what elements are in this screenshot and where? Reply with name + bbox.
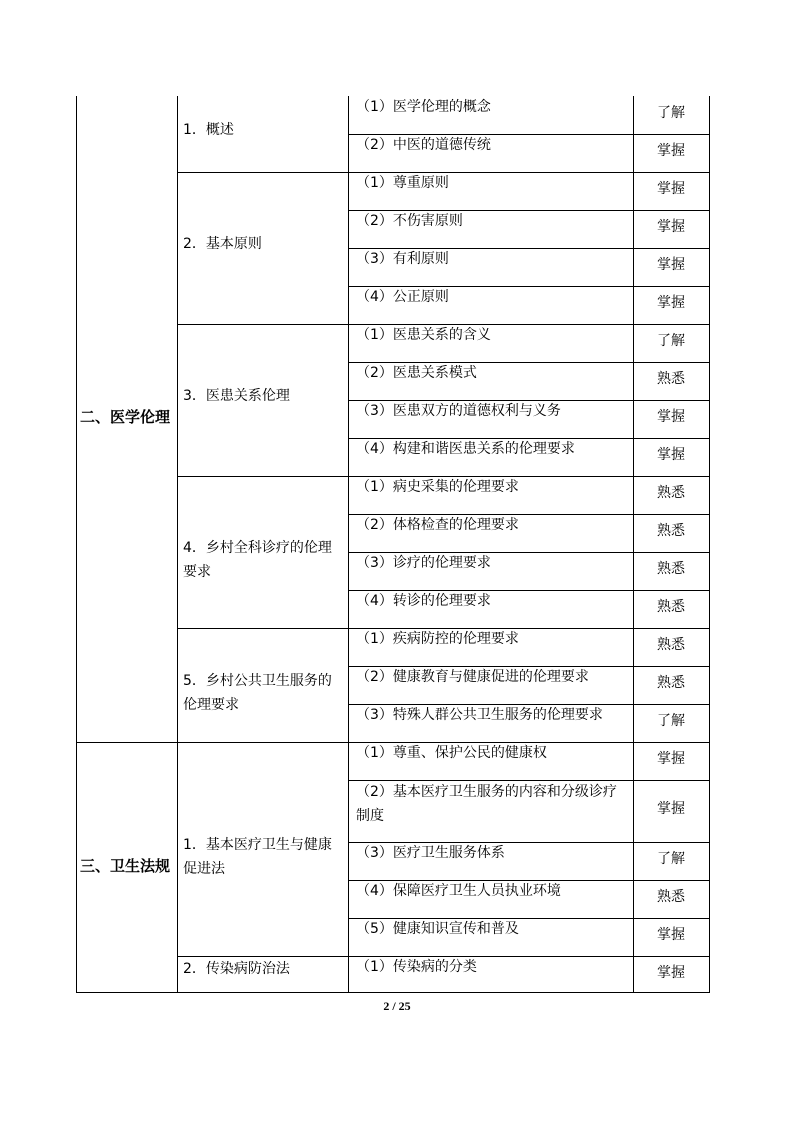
requirement-level: 掌握 xyxy=(657,257,685,273)
knowledge-point: （1）医学伦理的概念 xyxy=(356,99,491,115)
knowledge-point: （2）不伤害原则 xyxy=(356,213,463,229)
knowledge-point: （2）基本医疗卫生服务的内容和分级诊疗制度 xyxy=(356,784,617,824)
unit-title: 3．医患关系伦理 xyxy=(183,388,290,404)
knowledge-point: （1）尊重原则 xyxy=(356,175,449,191)
requirement-level: 掌握 xyxy=(657,143,685,159)
knowledge-point: （4）构建和谐医患关系的伦理要求 xyxy=(356,441,575,457)
knowledge-point: （4）保障医疗卫生人员执业环境 xyxy=(356,883,561,899)
knowledge-point: （1）医患关系的含义 xyxy=(356,327,491,343)
knowledge-point: （2）健康教育与健康促进的伦理要求 xyxy=(356,669,589,685)
requirement-level: 了解 xyxy=(657,851,685,867)
requirement-level: 掌握 xyxy=(657,409,685,425)
knowledge-point: （5）健康知识宣传和普及 xyxy=(356,921,519,937)
knowledge-point: （3）医患双方的道德权利与义务 xyxy=(356,403,561,419)
knowledge-point: （2）医患关系模式 xyxy=(356,365,477,381)
knowledge-point: （1）尊重、保护公民的健康权 xyxy=(356,745,547,761)
requirement-level: 掌握 xyxy=(657,801,685,817)
requirement-level: 熟悉 xyxy=(657,675,685,691)
requirement-level: 掌握 xyxy=(657,965,685,981)
requirement-level: 熟悉 xyxy=(657,485,685,501)
knowledge-point: （4）转诊的伦理要求 xyxy=(356,593,491,609)
knowledge-point: （1）疾病防控的伦理要求 xyxy=(356,631,519,647)
requirement-level: 了解 xyxy=(657,105,685,121)
knowledge-point: （1）传染病的分类 xyxy=(356,959,477,975)
requirement-level: 掌握 xyxy=(657,219,685,235)
requirement-level: 熟悉 xyxy=(657,889,685,905)
knowledge-point: （3）医疗卫生服务体系 xyxy=(356,845,505,861)
knowledge-point: （1）病史采集的伦理要求 xyxy=(356,479,519,495)
requirement-level: 了解 xyxy=(657,333,685,349)
requirement-level: 熟悉 xyxy=(657,561,685,577)
page-number: 2 / 25 xyxy=(383,999,411,1013)
section-title: 三、卫生法规 xyxy=(80,857,171,875)
unit-title: 1．概述 xyxy=(183,122,234,138)
requirement-level: 掌握 xyxy=(657,927,685,943)
unit-title: 5．乡村公共卫生服务的伦理要求 xyxy=(183,673,332,713)
unit-title: 2．基本原则 xyxy=(183,236,262,252)
knowledge-point: （2）中医的道德传统 xyxy=(356,137,491,153)
requirement-level: 掌握 xyxy=(657,751,685,767)
unit-title: 1．基本医疗卫生与健康促进法 xyxy=(183,837,332,877)
requirement-level: 掌握 xyxy=(657,181,685,197)
requirement-level: 了解 xyxy=(657,713,685,729)
requirement-level: 掌握 xyxy=(657,447,685,463)
section-title: 二、医学伦理 xyxy=(80,408,171,426)
requirement-level: 熟悉 xyxy=(657,371,685,387)
knowledge-point: （3）诊疗的伦理要求 xyxy=(356,555,491,571)
requirement-level: 熟悉 xyxy=(657,637,685,653)
unit-title: 2．传染病防治法 xyxy=(183,961,290,977)
requirement-level: 熟悉 xyxy=(657,523,685,539)
requirement-level: 掌握 xyxy=(657,295,685,311)
knowledge-point: （2）体格检查的伦理要求 xyxy=(356,517,519,533)
knowledge-point: （3）特殊人群公共卫生服务的伦理要求 xyxy=(356,707,603,723)
unit-title: 4．乡村全科诊疗的伦理要求 xyxy=(183,540,332,580)
knowledge-point: （4）公正原则 xyxy=(356,289,449,305)
knowledge-point: （3）有利原则 xyxy=(356,251,449,267)
requirement-level: 熟悉 xyxy=(657,599,685,615)
